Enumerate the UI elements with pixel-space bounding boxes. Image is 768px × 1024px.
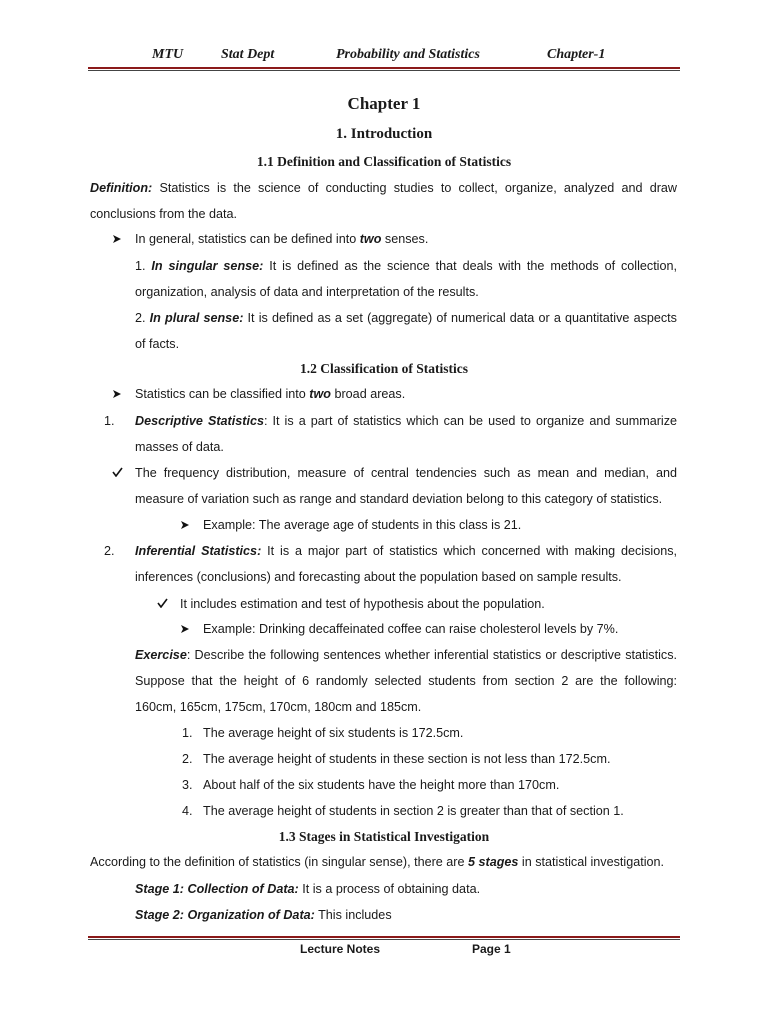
stage-2-label: Stage 2: Organization of Data: (135, 908, 315, 922)
inferential-number: 2. (104, 544, 115, 558)
classified-two: two (309, 387, 331, 401)
stages-line (90, 853, 664, 871)
header-divider (88, 67, 680, 72)
stage-2-line (135, 906, 392, 924)
checkmark-bullet-icon (112, 467, 123, 477)
definition-line-2: conclusions from the data. (90, 207, 238, 221)
section-1-2-heading: 1.2 Classification of Statistics (300, 361, 468, 376)
arrowhead-bullet-icon (112, 234, 122, 244)
example-2: Example: Drinking decaffeinated coffee can raise cholesterol levels by 7%. (203, 622, 619, 636)
intro-heading: 1. Introduction (335, 126, 433, 142)
inferential-text-1: It is a major part of statistics which concerned with making decisions, (261, 544, 677, 558)
exercise-item-text: The average height of six students is 172.5cm. (203, 726, 464, 740)
exercise-item-number: 1. (182, 726, 193, 740)
singular-text-1: It is defined as the science that deals with the methods of collection, (263, 259, 677, 273)
exercise-item-number: 4. (182, 804, 193, 818)
singular-line-2: organization, analysis of data and interpretation of the results. (135, 285, 479, 299)
stage-1-line (135, 880, 480, 898)
arrowhead-bullet-icon (180, 520, 190, 530)
exercise-item-text: About half of the six students have the height more than 170cm. (203, 778, 560, 792)
descriptive-number: 1. (104, 414, 115, 428)
classified-post: broad areas. (330, 387, 406, 401)
exercise-line-2: Suppose that the height of 6 randomly selected students from section 2 are the following: (135, 674, 677, 688)
inferential-line-2: inferences (conclusions) and forecasting about the population based on sample results. (135, 570, 622, 584)
stages-count: 5 stages (468, 855, 519, 869)
header-mtu: MTU (152, 47, 184, 62)
descriptive-text-1: : It is a part of statistics which can be used to organize and summarize (263, 414, 677, 428)
descriptive-line-1 (135, 412, 677, 430)
plural-line-1 (135, 309, 677, 327)
section-1-1-heading: 1.1 Definition and Classification of Statistics (256, 154, 512, 169)
general-pre: In general, statistics can be defined into (135, 232, 360, 246)
exercise-label: Exercise (135, 648, 187, 662)
singular-line-1 (135, 257, 677, 275)
inferential-line-1 (135, 542, 677, 560)
definition-text-1: Statistics is the science of conducting studies to collect, organize, analyzed and draw (159, 181, 678, 195)
frequency-line-1: The frequency distribution, measure of central tendencies such as mean and median, and (135, 466, 677, 480)
singular-num: 1. (135, 259, 152, 273)
descriptive-label: Descriptive Statistics (135, 414, 264, 428)
general-line (135, 230, 428, 248)
example-1: Example: The average age of students in this class is 21. (203, 518, 522, 532)
header-chapter: Chapter-1 (547, 47, 606, 62)
classified-line (135, 385, 405, 403)
exercise-item-text: The average height of students in these section is not less than 172.5cm. (203, 752, 611, 766)
footer-notes: Lecture Notes (300, 942, 381, 956)
singular-label: In singular sense: (151, 259, 264, 273)
header-course: Probability and Statistics (336, 47, 480, 62)
stage-1-text: It is a process of obtaining data. (298, 882, 481, 896)
plural-num: 2. (135, 311, 150, 325)
exercise-item-number: 2. (182, 752, 193, 766)
checkmark-bullet-icon (157, 598, 168, 608)
chapter-title: Chapter 1 (347, 94, 421, 113)
plural-text-1: It is defined as a set (aggregate) of numerical data or a quantitative aspects (243, 311, 677, 325)
descriptive-line-2: masses of data. (135, 440, 224, 454)
definition-label: Definition: (90, 181, 153, 195)
section-1-3-heading: 1.3 Stages in Statistical Investigation (278, 829, 490, 844)
inferential-label: Inferential Statistics: (135, 544, 262, 558)
header-dept: Stat Dept (221, 47, 275, 62)
footer-page-number: Page 1 (472, 942, 511, 956)
exercise-text-1: : Describe the following sentences whether inferential statistics or descriptive statistics. (186, 648, 677, 662)
page-header (0, 47, 768, 67)
footer-divider (88, 936, 680, 941)
stage-2-text: This includes (314, 908, 392, 922)
stage-1-label: Stage 1: Collection of Data: (135, 882, 299, 896)
stages-pre: According to the definition of statistics (in singular sense), there are (90, 855, 469, 869)
definition-line-1 (90, 179, 677, 197)
arrowhead-bullet-icon (180, 624, 190, 634)
exercise-item-text: The average height of students in section 2 is greater than that of section 1. (203, 804, 624, 818)
plural-label: In plural sense: (149, 311, 244, 325)
arrowhead-bullet-icon (112, 389, 122, 399)
includes-line: It includes estimation and test of hypothesis about the population. (180, 597, 545, 611)
general-post: senses. (381, 232, 429, 246)
classified-pre: Statistics can be classified into (135, 387, 310, 401)
exercise-line-3: 160cm, 165cm, 175cm, 170cm, 180cm and 185cm. (135, 700, 422, 714)
general-two: two (359, 232, 382, 246)
stages-post: in statistical investigation. (518, 855, 665, 869)
exercise-line-1 (135, 646, 677, 664)
exercise-item-number: 3. (182, 778, 193, 792)
frequency-line-2: measure of variation such as range and standard deviation belong to this category of statistics. (135, 492, 663, 506)
plural-line-2: of facts. (135, 337, 180, 351)
